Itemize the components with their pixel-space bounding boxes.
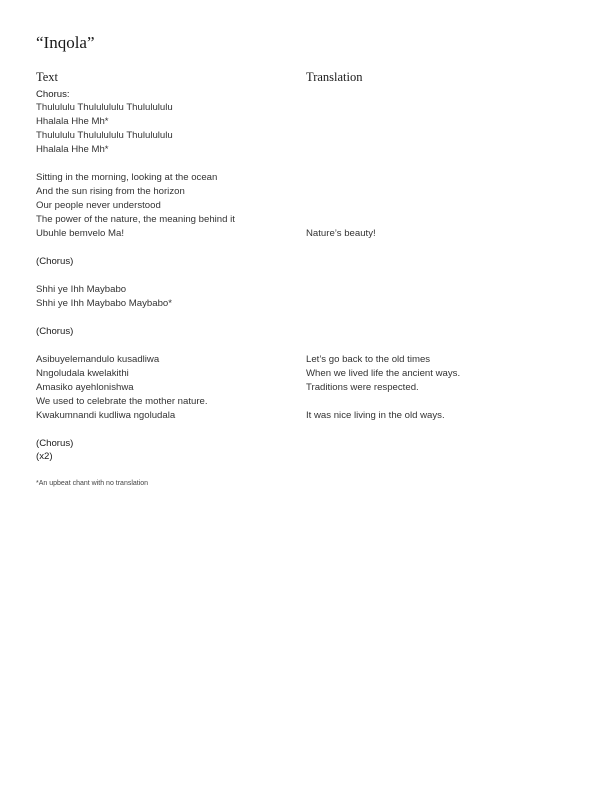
chorus-marker: (Chorus) xyxy=(36,326,74,337)
translation-line: When we lived life the ancient ways. xyxy=(306,368,461,379)
lyric-line: Our people never understood xyxy=(36,200,161,211)
footnote: *An upbeat chant with no translation xyxy=(36,480,149,487)
lyric-line: Asibuyelemandulo kusadliwa xyxy=(36,354,160,365)
lyric-line: The power of the nature, the meaning behind it xyxy=(36,214,235,225)
chorus-marker: (Chorus) xyxy=(36,256,74,267)
lyric-line: We used to celebrate the mother nature. xyxy=(36,396,208,407)
lyric-line: Sitting in the morning, looking at the ocean xyxy=(36,172,218,183)
lyric-line: Kwakumnandi kudliwa ngoludala xyxy=(36,410,176,421)
chorus-label: Chorus: xyxy=(36,89,70,100)
lyric-line: And the sun rising from the horizon xyxy=(36,186,185,197)
lyric-line: Hhalala Hhe Mh* xyxy=(36,144,109,155)
translation-line: Traditions were respected. xyxy=(306,382,419,393)
lyric-line: Shhi ye Ihh Maybabo xyxy=(36,284,127,295)
lyric-line: Thulululu Thululululu Thululululu xyxy=(36,130,173,141)
translation-line: Nature’s beauty! xyxy=(306,228,376,239)
lyric-line: Nngoludala kwelakithi xyxy=(36,368,129,379)
text-column-header: Text xyxy=(36,70,59,84)
repeat-marker: (x2) xyxy=(36,451,53,462)
translation-line: Let’s go back to the old times xyxy=(306,354,431,365)
song-title: “Inqola” xyxy=(36,33,95,52)
lyric-line: Ubuhle bemvelo Ma! xyxy=(36,228,124,239)
lyric-line: Hhalala Hhe Mh* xyxy=(36,116,109,127)
translation-line: It was nice living in the old ways. xyxy=(306,410,445,421)
chorus-marker: (Chorus) xyxy=(36,438,74,449)
lyric-line: Amasiko ayehlonishwa xyxy=(36,382,134,393)
lyric-line: Shhi ye Ihh Maybabo Maybabo* xyxy=(36,298,172,309)
translation-column-header: Translation xyxy=(306,70,363,84)
lyric-line: Thulululu Thululululu Thululululu xyxy=(36,102,173,113)
